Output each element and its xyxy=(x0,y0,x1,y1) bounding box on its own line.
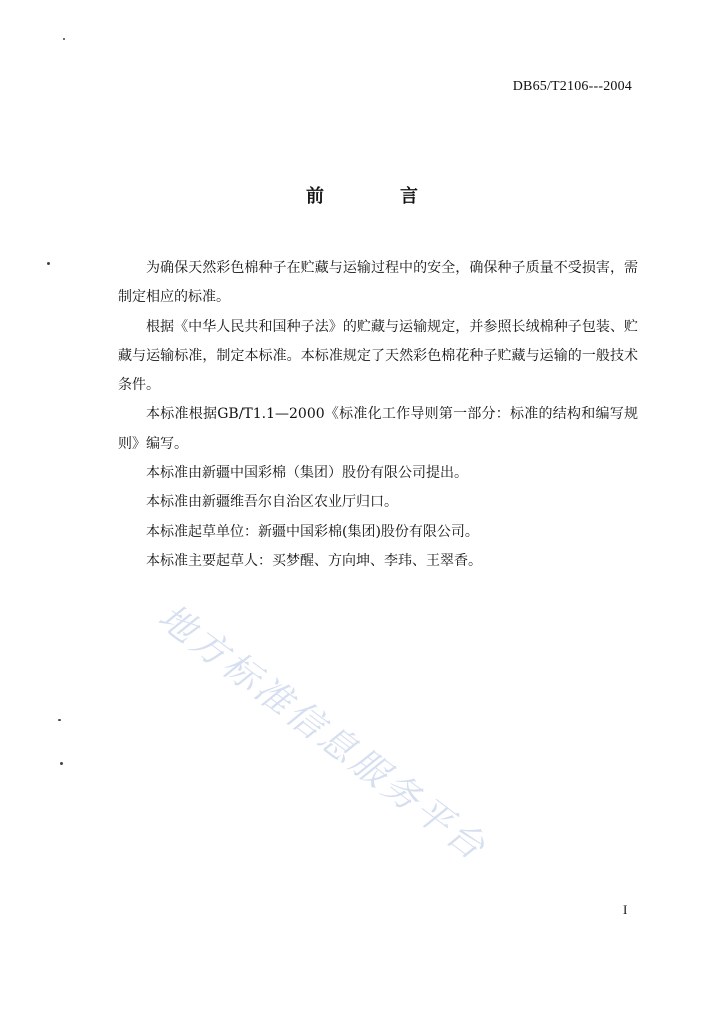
paragraph: 本标准起草单位：新疆中国彩棉(集团)股份有限公司。 xyxy=(146,523,479,540)
foreword-body xyxy=(118,254,638,576)
page-number: I xyxy=(623,902,628,917)
paragraph: 本标准主要起草人：买梦醒、方向坤、李玮、王翠香。 xyxy=(146,552,482,569)
paragraph: 本标准根据GB/T1.1—2000《标准化工作导则第一部分：标准的结构和编写规则》编写。 xyxy=(118,406,638,452)
scan-speck xyxy=(58,719,61,721)
scan-speck xyxy=(60,762,63,765)
paragraph: 本标准由新疆中国彩棉（集团）股份有限公司提出。 xyxy=(146,465,468,482)
paragraph: 为确保天然彩色棉种子在贮藏与运输过程中的安全，确保种子质量不受损害，需制定相应的标准。 xyxy=(118,260,638,306)
watermark: 地方标准信息服务平台 xyxy=(150,596,495,870)
paragraph: 根据《中华人民共和国种子法》的贮藏与运输规定，并参照长绒棉种子包装、贮藏与运输标准，制定本标准。本标准规定了天然彩色棉花种子贮藏与运输的一般技术条件。 xyxy=(118,318,638,394)
page-title-char-1: 前 xyxy=(306,186,324,207)
scan-speck xyxy=(47,262,50,265)
page-title xyxy=(0,182,724,208)
page-title-char-2: 言 xyxy=(400,186,418,207)
paragraph: 本标准由新疆维吾尔自治区农业厅归口。 xyxy=(146,494,398,511)
document-code: DB65/T2106---2004 xyxy=(512,79,632,94)
scan-speck xyxy=(63,38,65,40)
